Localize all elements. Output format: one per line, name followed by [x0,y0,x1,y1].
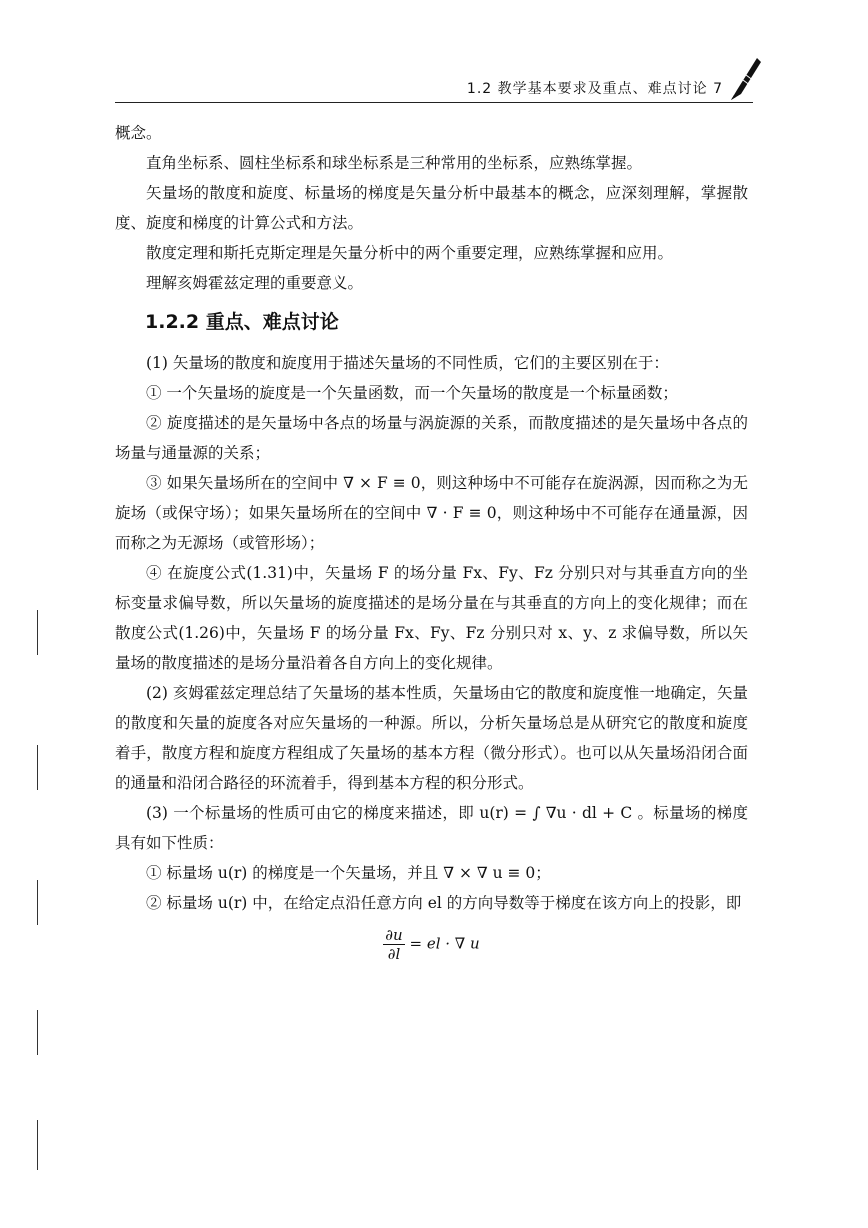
section-title: 1.2.2 重点、难点讨论 [145,311,339,333]
margin-mark [37,745,38,790]
fraction-numerator: ∂u [385,926,403,944]
list-item: ③ 如果矢量场所在的空间中 ∇ × F ≡ 0，则这种场中不可能存在旋涡源，因而称之为无旋场（或保守场）；如果矢量场所在的空间中 ∇ · F ≡ 0，则这种场中不可能存在通量源，因而称之为无源场（或管形场）； [115,474,748,552]
list-item: ② 旋度描述的是矢量场中各点的场量与涡旋源的关系，而散度描述的是矢量场中各点的场量与通量源的关系； [115,414,748,462]
margin-mark [37,880,38,925]
paragraph: 散度定理和斯托克斯定理是矢量分析中的两个重要定理，应熟练掌握和应用。 [146,244,674,262]
list-item: ① 一个矢量场的旋度是一个矢量函数，而一个矢量场的散度是一个标量函数； [146,384,678,402]
margin-mark [37,1010,38,1055]
page-body [115,118,748,963]
fraction [383,926,404,963]
paragraph: (2) 亥姆霍兹定理总结了矢量场的基本性质，矢量场由它的散度和旋度惟一地确定，矢量的散度和矢量的旋度各对应矢量场的一种源。所以，分析矢量场总是从研究它的散度和旋度着手，散度方程和旋度方程组成了矢量场的基本方程（微分形式）。也可以从矢量场沿闭合面的通量和沿闭合路径的环流着手，得到基本方程的积分形式。 [115,684,748,792]
list-item: ② 标量场 u(r) 中，在给定点沿任意方向 el 的方向导数等于梯度在该方向上的投影，即 [146,894,742,912]
equation-rhs: = el · ∇ u [409,934,480,953]
fraction-denominator: ∂l [387,945,401,963]
page-header [115,72,753,104]
header-rule [115,102,753,103]
header-text: 1.2 教学基本要求及重点、难点讨论 7 [466,81,723,97]
list-item: ④ 在旋度公式(1.31)中，矢量场 F 的场分量 Fx、Fy、Fz 分别只对与其垂直方向的坐标变量求偏导数，所以矢量场的旋度描述的是场分量在与其垂直的方向上的变化规律；而在散度公式(1.26)中，矢量场 F 的场分量 Fx、Fy、Fz 分别只对 x、y、z 求偏导数，所以矢量场的散度描述的是场分量沿着各自方向上的变化规律。 [115,564,748,672]
pen-icon [723,54,763,104]
paragraph: (1) 矢量场的散度和旋度用于描述矢量场的不同性质，它们的主要区别在于： [146,354,669,372]
margin-mark [37,610,38,655]
equation [115,926,748,963]
paragraph: 概念。 [115,124,162,142]
paragraph: 理解亥姆霍兹定理的重要意义。 [146,274,364,292]
list-item: ① 标量场 u(r) 的梯度是一个矢量场，并且 ∇ × ∇ u ≡ 0； [146,864,551,882]
paragraph: 直角坐标系、圆柱坐标系和球坐标系是三种常用的坐标系，应熟练掌握。 [146,154,643,172]
paragraph: (3) 一个标量场的性质可由它的梯度来描述，即 u(r) = ∫ ∇u · dl + C 。标量场的梯度具有如下性质： [115,804,748,852]
paragraph: 矢量场的散度和旋度、标量场的梯度是矢量分析中最基本的概念，应深刻理解，掌握散度、旋度和梯度的计算公式和方法。 [115,184,748,232]
margin-mark [37,1120,38,1170]
